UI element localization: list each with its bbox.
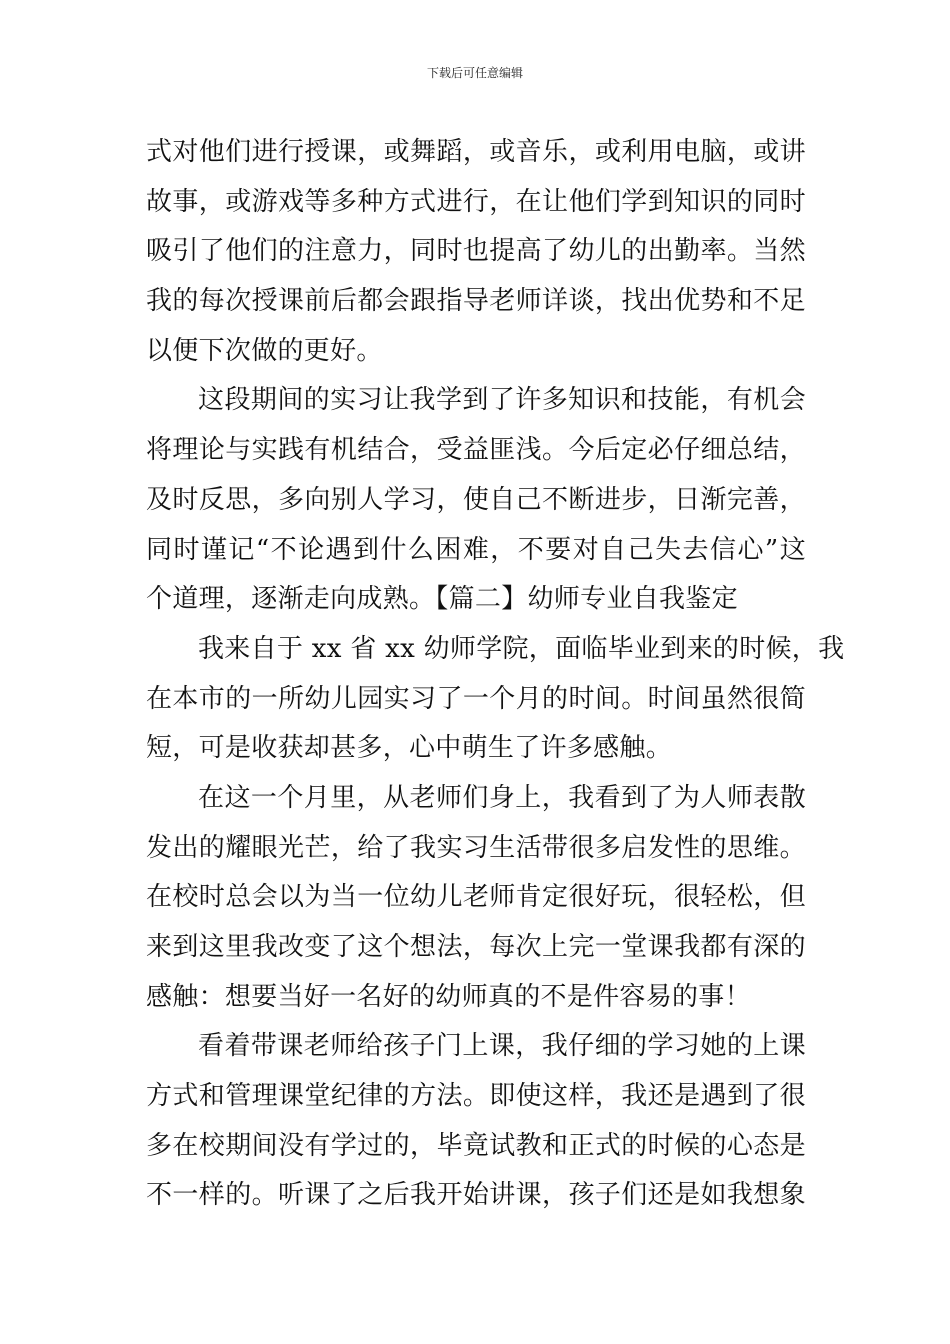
text-line: 故事，或游戏等多种方式进行，在让他们学到知识的同时: [146, 186, 806, 217]
text-line: 这段期间的实习让我学到了许多知识和技能，有机会: [198, 385, 806, 416]
text-line: 多在校期间没有学过的，毕竟试教和正式的时候的心态是: [146, 1130, 806, 1161]
text-line: 不一样的。听课了之后我开始讲课，孩子们还是如我想象: [146, 1180, 806, 1211]
text-line: 方式和管理课堂纪律的方法。即使这样，我还是遇到了很: [146, 1081, 806, 1112]
page-header: 下载后可任意编辑: [426, 66, 523, 80]
text-line: 我的每次授课前后都会跟指导老师详谈，找出优势和不足: [146, 286, 806, 317]
text-line: 在校时总会以为当一位幼儿老师肯定很好玩，很轻松，但: [146, 882, 806, 913]
text-line: 在本市的一所幼儿园实习了一个月的时间。时间虽然很简: [146, 683, 806, 714]
text-line: 个道理，逐渐走向成熟。【篇二】幼师专业自我鉴定: [146, 584, 738, 615]
text-line: 及时反思，多向别人学习，使自己不断进步，日渐完善，: [146, 484, 806, 515]
text-line: 感触：想要当好一名好的幼师真的不是件容易的事！: [146, 981, 751, 1012]
text-line: 我来自于 xx 省 xx 幼师学院，面临毕业到来的时候，我: [198, 633, 845, 664]
text-line: 式对他们进行授课，或舞蹈，或音乐，或利用电脑，或讲: [146, 137, 806, 167]
document-body: [146, 128, 845, 1221]
text-line: 在这一个月里，从老师们身上，我看到了为人师表散: [198, 782, 806, 813]
text-line: 将理论与实践有机结合，受益匪浅。今后定必仔细总结，: [146, 435, 806, 466]
text-line: 吸引了他们的注意力，同时也提高了幼儿的出勤率。当然: [146, 236, 806, 267]
text-line: 发出的耀眼光芒，给了我实习生活带很多启发性的思维。: [146, 832, 806, 863]
text-line: 来到这里我改变了这个想法，每次上完一堂课我都有深的: [146, 932, 806, 962]
text-line: 短，可是收获却甚多，心中萌生了许多感触。: [146, 733, 673, 764]
text-line: 同时谨记“不论遇到什么困难，不要对自己失去信心”这: [146, 534, 806, 565]
text-line: 以便下次做的更好。: [146, 335, 383, 366]
text-line: 看着带课老师给孩子门上课，我仔细的学习她的上课: [198, 1031, 806, 1062]
